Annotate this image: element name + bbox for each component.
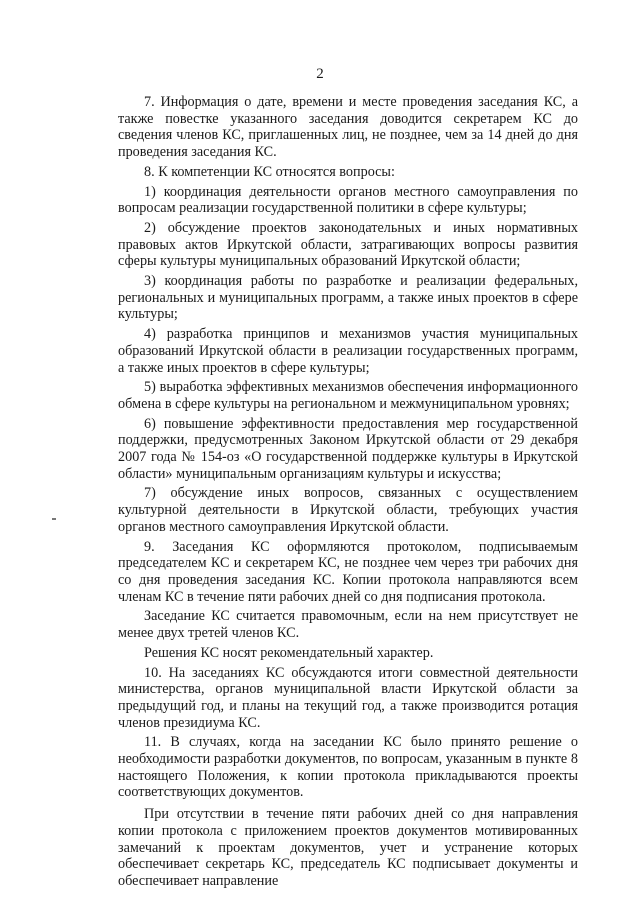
paragraph-9: 9. Заседания КС оформляются протоколом, подписываемым председателем КС и секретарем КС, не позднее чем через три рабочих дня со дня проведения заседания КС. Копии протокола направляются всем членам КС в течение пяти рабочих дней со дня подписания протокола. xyxy=(118,538,578,605)
paragraph-8-item-6: 6) повышение эффективности предоставления мер государственной поддержки, предусмотренных Законом Иркутской области от 29 декабря 2007 года № 154-оз «О государственной поддержке культуры в Иркутской области» муниципальным организациям культуры и искусства; xyxy=(118,415,578,482)
paragraph-quorum: Заседание КС считается правомочным, если на нем присутствует не менее двух третей членов КС. xyxy=(118,608,578,642)
paragraph-8-item-7: 7) обсуждение иных вопросов, связанных с осуществлением культурной деятельности в Иркутской области, требующих участия органов местного самоуправления Иркутской области. xyxy=(118,485,578,535)
paragraph-decisions: Решения КС носят рекомендательный характер. xyxy=(144,644,434,661)
paragraph-11: 11. В случаях, когда на заседании КС было принято решение о необходимости разработки документов, по вопросам, указанным в пункте 8 настоящего Положения, к копии протокола прикладываются проекты соответствующих документов. xyxy=(118,734,578,801)
document-body xyxy=(118,94,578,893)
paragraph-8-item-4: 4) разработка принципов и механизмов участия муниципальных образований Иркутской области в реализации государственных программ, а также иных проектов в сфере культуры; xyxy=(118,326,578,376)
paragraph-8: 8. К компетенции КС относятся вопросы: xyxy=(144,163,395,180)
paragraph-8-item-5: 5) выработка эффективных механизмов обеспечения информационного обмена в сфере культуры на региональном и межмуниципальном уровнях; xyxy=(118,379,578,412)
paragraph-8-item-2: 2) обсуждение проектов законодательных и иных нормативных правовых актов Иркутской области, затрагивающих вопросы развития сферы культуры муниципальных образований Иркутской области; xyxy=(118,219,578,270)
paragraph-8-item-1: 1) координация деятельности органов местного самоуправления по вопросам реализации государственной политики в сфере культуры; xyxy=(118,183,578,217)
paragraph-8-item-3: 3) координация работы по разработке и реализации федеральных, региональных и муниципальных программ, а также иных проектов в сфере культуры; xyxy=(118,273,578,323)
margin-mark xyxy=(52,518,56,520)
paragraph-7: 7. Информация о дате, времени и месте проведения заседания КС, а также повестке указанного заседания доводится секретарем КС до сведения членов КС, приглашенных лиц, не позднее, чем за 14 дней до дня проведения заседания КС. xyxy=(118,94,578,161)
paragraph-approval: При отсутствии в течение пяти рабочих дней со дня направления копии протокола с приложением проектов документов мотивированных замечаний к проектам документов, учет и устранение которых обеспечивает секретарь КС, председатель КС подписывает документы и обеспечивает направление xyxy=(118,806,578,889)
paragraph-10: 10. На заседаниях КС обсуждаются итоги совместной деятельности министерства, органов муниципальной власти Иркутской области за предыдущий год, и планы на текущий год, а также производится ротация членов президиума КС. xyxy=(118,664,578,731)
page-number: 2 xyxy=(316,66,324,82)
